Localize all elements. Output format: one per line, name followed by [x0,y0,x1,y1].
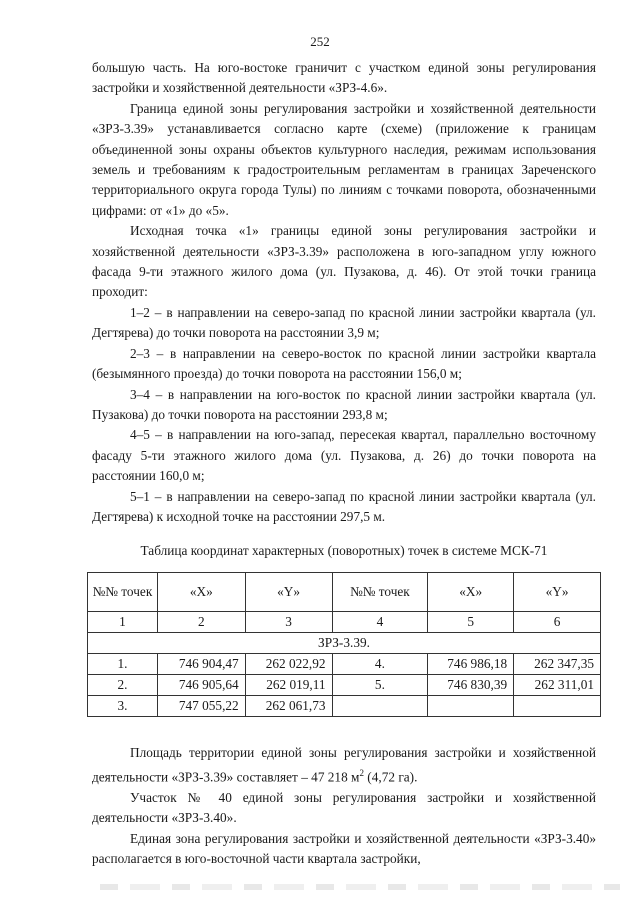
table-cell [428,695,514,716]
column-number-cell: 5 [428,611,514,632]
paragraphs-before [92,58,596,527]
table-header-row [88,572,601,611]
page-number: 252 [310,34,330,49]
body-paragraph [92,743,596,788]
paragraph-text: Участок № 40 единой зоны регулирования застройки и хозяйственной деятельности «ЗРЗ-3.40». [92,789,596,826]
table-cell: 262 061,73 [245,695,332,716]
body-paragraph: Граница единой зоны регулирования застройки и хозяйственной деятельности «ЗРЗ-3.39» устанавливается согласно карте (схеме) (приложение к границам объединенной зоны охраны объектов культурного наследия, режимам использования земель и требованиям к градостроительным регламентам в границах Зареченского территориального округа города Тулы) по линиям с точками поворота, обозначенными цифрами: от «1» до «5». [92,100,596,218]
column-number-cell: 1 [88,611,158,632]
table-row [88,674,601,695]
body-paragraph: 3–4 – в направлении на юго-восток по красной линии застройки квартала (ул. Пузакова) до точки поворота на расстоянии 293,8 м; [92,386,596,422]
paragraph-text: (4,72 га). [363,769,418,785]
body-paragraph: 2–3 – в направлении на северо-восток по красной линии застройки квартала (безымянного проезда) до точки поворота на расстоянии 156,0 м; [92,345,596,382]
table-cell: 2. [88,674,158,695]
coordinates-table [87,572,601,717]
body-paragraph: большую часть. На юго-востоке граничит с участком единой зоны регулирования застройки и хозяйственной деятельности «ЗРЗ-4.6». [92,60,596,96]
zone-label-cell: ЗРЗ-3.39. [88,632,601,653]
column-number-cell: 4 [332,611,428,632]
paragraph-text: Площадь территории единой зоны регулирования застройки и хозяйственной деятельности «ЗРЗ-3.39» составляет – 47 218 м [92,744,596,785]
column-number-cell: 3 [245,611,332,632]
table-cell: 1. [88,653,158,674]
table-cell [332,695,428,716]
header-cell: №№ точек [88,572,158,611]
table-cell: 262 347,35 [514,653,601,674]
body-paragraph [92,788,596,829]
header-cell: «X» [428,572,514,611]
column-number-row [88,611,601,632]
table-cell: 4. [332,653,428,674]
document-body [92,58,596,870]
table-cell: 5. [332,674,428,695]
header-cell: «Y» [514,572,601,611]
table-cell: 746 986,18 [428,653,514,674]
table-cell: 747 055,22 [157,695,245,716]
header-cell: «X» [157,572,245,611]
scan-artifact-strip [100,884,620,890]
body-paragraph: 4–5 – в направлении на юго-запад, пересекая квартал, параллельно восточному фасаду 5-ти этажного жилого дома (ул. Пузакова, д. 26) до точки поворота на расстоянии 160,0 м; [92,427,596,484]
body-paragraph: 5–1 – в направлении на северо-запад по красной линии застройки квартала (ул. Дегтярева) к исходной точке на расстоянии 297,5 м. [92,488,596,524]
paragraph-text: Единая зона регулирования застройки и хозяйственной деятельности «ЗРЗ-3.40» располагается в юго-восточной части квартала застройки, [92,830,596,867]
table-cell: 746 830,39 [428,674,514,695]
table-row [88,653,601,674]
table-cell: 3. [88,695,158,716]
body-paragraph: 1–2 – в направлении на северо-запад по красной линии застройки квартала (ул. Дегтярева) до точки поворота на расстоянии 3,9 м; [92,304,596,341]
column-number-cell: 6 [514,611,601,632]
table-cell: 262 022,92 [245,653,332,674]
body-paragraph: Исходная точка «1» границы единой зоны регулирования застройки и хозяйственной деятельности «ЗРЗ-3.39» расположена в юго-западном углу южного фасада 9-ти этажного жилого дома (ул. Пузакова, д. 46). От этой точки граница проходит: [92,223,596,300]
table-caption: Таблица координат характерных (поворотных) точек в системе МСК-71 [140,543,548,559]
table-cell: 262 311,01 [514,674,601,695]
superscript: 2 [359,768,364,779]
header-cell: «Y» [245,572,332,611]
table-cell: 746 904,47 [157,653,245,674]
table-row [88,695,601,716]
body-paragraph [92,829,596,870]
table-cell: 746 905,64 [157,674,245,695]
paragraphs-after [92,743,596,870]
zone-label-row [88,632,601,653]
table-cell: 262 019,11 [245,674,332,695]
header-cell: №№ точек [332,572,428,611]
column-number-cell: 2 [157,611,245,632]
table-cell [514,695,601,716]
